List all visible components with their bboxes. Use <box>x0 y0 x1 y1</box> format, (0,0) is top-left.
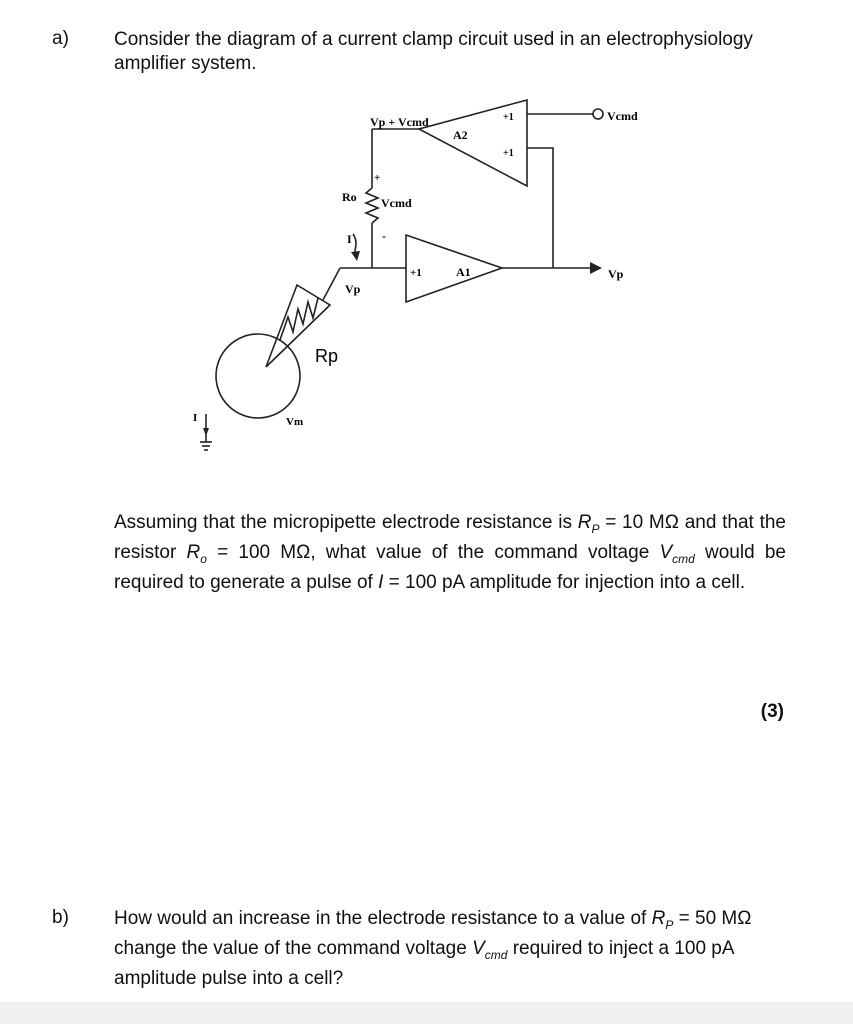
vp-output-arrowhead <box>590 262 602 274</box>
current-arrowhead <box>351 251 360 261</box>
part-a-label: a) <box>52 28 69 49</box>
part-a-marks: (3) <box>760 701 784 722</box>
part-a-question: Assuming that the micropipette electrode resistance is $R_P = 10$ MΩ and that the resistor $R_o = 100$ MΩ, what value of the command voltage $V_{cmd}$ would be required to generate a pulse of I = 100 pA amplitude for injection into a cell. <box>114 512 786 593</box>
resistor-ro <box>366 188 378 223</box>
label-current: I <box>347 232 352 246</box>
label-ro: Ro <box>342 190 357 204</box>
part-b-question: How would an increase in the electrode resistance to a value of $R_P = 50$ MΩ change the value of the command voltage $V_{cmd}$ required to inject a 100 pA amplitude pulse into a cell? <box>114 908 752 989</box>
bottom-strip <box>0 1002 853 1024</box>
resistor-rp <box>280 298 318 340</box>
label-vp-node: Vp <box>345 282 361 296</box>
symbol-i: I <box>378 571 384 593</box>
symbol-rp-b: $R_P$ <box>651 908 674 932</box>
label-a2: A2 <box>453 128 468 142</box>
label-vcmd-output: Vcmd <box>607 109 638 123</box>
label-a2-gain-top: +1 <box>503 112 514 123</box>
ground-arrowhead <box>203 428 209 436</box>
label-vp-output: Vp <box>608 267 624 281</box>
label-minus: - <box>382 229 386 243</box>
part-a-intro: Consider the diagram of a current clamp circuit used in an electrophysiology amplifier system. <box>114 29 753 74</box>
part-b-label: b) <box>52 907 69 928</box>
symbol-vcmd-b: $V_{cmd}$ <box>472 937 508 962</box>
label-a2-gain-bottom: +1 <box>503 148 514 159</box>
label-vcmd-resistor: Vcmd <box>381 196 412 210</box>
label-a1: A1 <box>456 265 471 279</box>
label-ground-current: I <box>193 412 198 424</box>
symbol-rp: $R_P$ <box>577 512 600 536</box>
current-clamp-circuit-diagram <box>0 0 853 480</box>
label-rp: Rp <box>315 346 339 366</box>
vcmd-terminal <box>593 109 603 119</box>
symbol-vcmd: $V_{cmd}$ <box>659 541 695 566</box>
wire-to-pipette <box>323 268 340 300</box>
label-a1-gain: +1 <box>410 267 422 279</box>
label-plus: + <box>374 172 381 184</box>
symbol-ro: $R_o$ <box>186 541 207 566</box>
wire-vp-feedback <box>527 148 553 268</box>
label-vm: Vm <box>286 416 304 428</box>
label-vp-plus-vcmd: Vp + Vcmd <box>370 115 429 129</box>
